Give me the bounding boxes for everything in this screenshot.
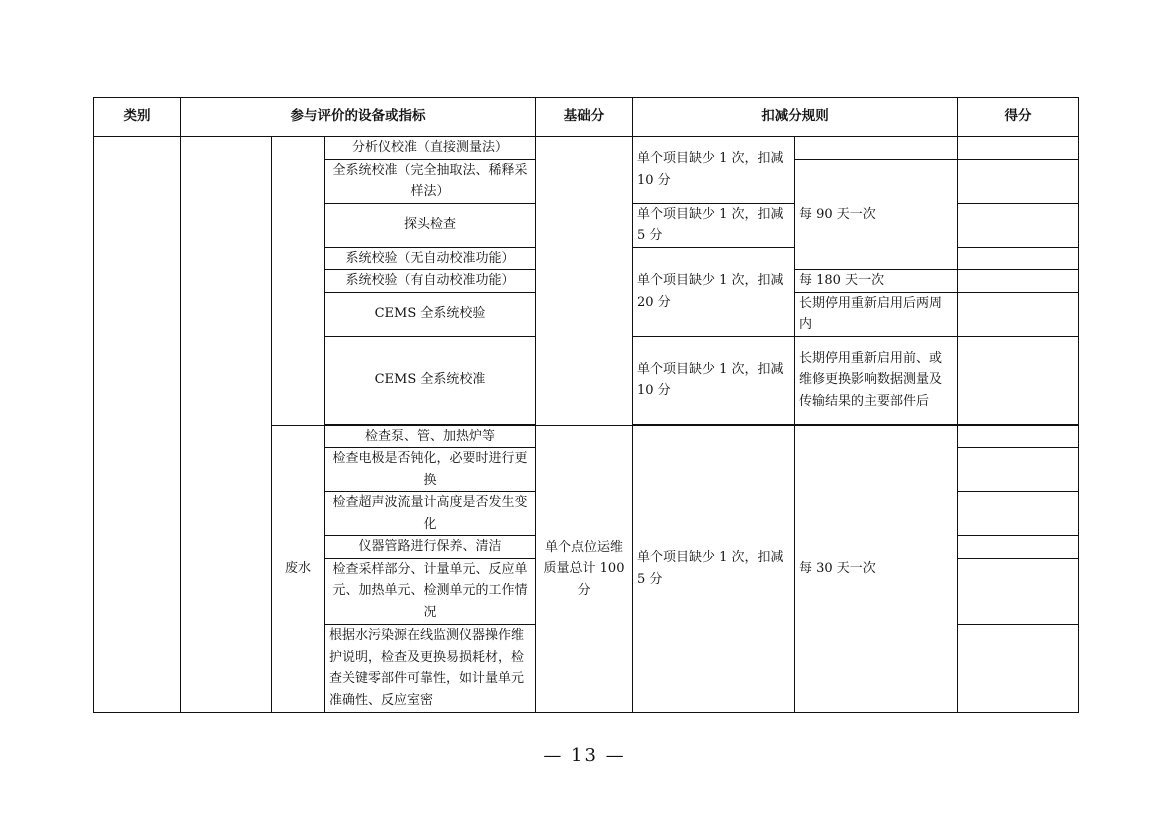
base-cell-water: 单个点位运维质量总计 100 分 [536,425,633,713]
score-cell [958,292,1079,336]
score-cell [958,137,1079,160]
score-cell [958,159,1079,203]
score-cell [958,448,1079,492]
score-cell [958,203,1079,247]
score-cell [958,558,1079,624]
subcategory-cell [181,137,272,713]
item-cell: 检查电极是否钝化，必要时进行更换 [325,448,536,492]
item-cell: 系统校验（有自动校准功能） [325,270,536,293]
category-cell [94,137,181,713]
score-cell [958,492,1079,536]
deduction-cell: 单个项目缺少 1 次，扣减 5 分 [633,425,795,713]
deduction-cell: 单个项目缺少 1 次，扣减 10 分 [633,137,795,204]
item-cell: 检查采样部分、计量单元、反应单元、加热单元、检测单元的工作情况 [325,558,536,624]
item-cell: 检查泵、管、加热炉等 [325,425,536,448]
page-number: — 13 — [543,745,626,766]
score-cell [958,270,1079,293]
score-cell [958,425,1079,448]
item-cell: 全系统校准（完全抽取法、稀释采样法） [325,159,536,203]
header-category: 类别 [94,98,181,137]
frequency-cell: 每 90 天一次 [795,159,958,270]
header-base: 基础分 [536,98,633,137]
table-row [94,137,1079,160]
deduction-cell: 单个项目缺少 1 次，扣减 10 分 [633,336,795,424]
header-row [94,98,1079,137]
item-cell: 系统校验（无自动校准功能） [325,247,536,270]
header-rule: 扣减分规则 [633,98,958,137]
score-cell [958,247,1079,270]
item-cell: 探头检查 [325,203,536,247]
item-cell: CEMS 全系统校准 [325,336,536,424]
frequency-cell: 长期停用重新启用前、或维修更换影响数据测量及传输结果的主要部件后 [795,336,958,424]
frequency-cell: 长期停用重新启用后两周内 [795,292,958,336]
item-cell: 检查超声波流量计高度是否发生变化 [325,492,536,536]
item-cell: 根据水污染源在线监测仪器操作维护说明，检查及更换易损耗材，检查关键零部件可靠性，如计量单元准确性、反应室密 [325,624,536,712]
score-cell [958,336,1079,424]
frequency-cell: 每 30 天一次 [795,425,958,713]
item-cell: CEMS 全系统校验 [325,292,536,336]
evaluation-table [93,97,1079,713]
deduction-cell: 单个项目缺少 1 次，扣减 5 分 [633,203,795,247]
gas-label-cell [272,137,325,426]
subcategory-water: 废水 [272,425,325,713]
deduction-cell: 单个项目缺少 1 次，扣减 20 分 [633,247,795,336]
item-cell: 仪器管路进行保养、清洁 [325,536,536,559]
frequency-cell: 每 180 天一次 [795,270,958,293]
frequency-cell [795,137,958,160]
item-cell: 分析仪校准（直接测量法） [325,137,536,160]
base-cell-gas [536,137,633,426]
header-score: 得分 [958,98,1079,137]
score-cell [958,624,1079,712]
header-item: 参与评价的设备或指标 [181,98,536,137]
score-cell [958,536,1079,559]
